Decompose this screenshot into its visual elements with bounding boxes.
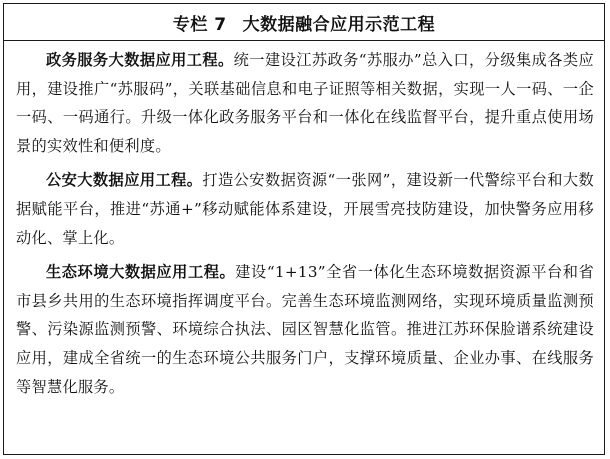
- paragraph-public-security: [16, 166, 594, 252]
- column-content: [4, 41, 604, 401]
- paragraph-lead: 公安大数据应用工程。: [46, 171, 203, 190]
- paragraph-body: 统一建设江苏政务“苏服办”总入口，分级集成各类应用，建设推广“苏服码”，关联基础信息和电子证照等相关数据，实现一人一码、一企一码、一码通行。升级一体化政务服务平台和一体化在线监督平台，提升重点使用场景的实效性和便利度。: [16, 51, 594, 155]
- paragraph-body: 打造公安数据资源“一张网”，建设新一代警综平台和大数据赋能平台，推进“苏通+”移动赋能体系建设，开展雪亮技防建设，加快警务应用移动化、掌上化。: [16, 171, 594, 247]
- paragraph-lead: 生态环境大数据应用工程。: [46, 263, 236, 282]
- paragraph-body: 建设“1+13”全省一体化生态环境数据资源平台和省市县乡共用的生态环境指挥调度平台。完善生态环境监测网络，实现环境质量监测预警、污染源监测预警、环境综合执法、园区智慧化监管。推进江苏环保脸谱系统建设应用，建成全省统一的生态环境公共服务门户，支撑环境质量、企业办事、在线服务等智慧化服务。: [16, 263, 594, 396]
- paragraph-government-services: [16, 46, 594, 160]
- special-column-box: [3, 3, 605, 455]
- column-number-label: 专栏 7: [172, 14, 227, 35]
- paragraph-lead: 政务服务大数据应用工程。: [46, 51, 234, 69]
- column-title-text: 大数据融合应用示范工程: [242, 14, 436, 35]
- paragraph-ecological-environment: [16, 258, 594, 401]
- column-title: [4, 4, 604, 41]
